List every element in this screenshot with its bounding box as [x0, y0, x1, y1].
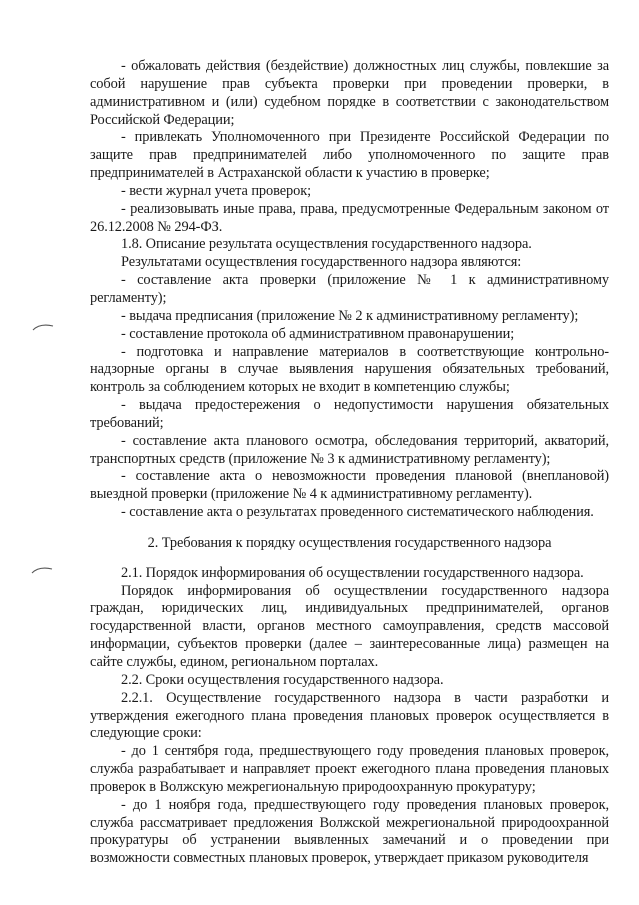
paragraph: - составление акта о результатах проведенного систематического наблюдения. — [121, 504, 594, 521]
paragraph: - вести журнал учета проверок; — [121, 182, 311, 199]
paragraph: 1.8. Описание результата осуществления государственного надзора. — [121, 236, 532, 253]
paragraph: - подготовка и направление материалов в соответствующие контрольно-надзорные органы в случае выявления нарушения обязательных требований, контроль за соблюдением которых не входит в компетенцию службы; — [90, 343, 609, 396]
paragraph: 2.2. Сроки осуществления государственного надзора. — [121, 671, 444, 688]
paragraph: - реализовывать иные права, права, предусмотренные Федеральным законом от 26.12.2008 № 294-ФЗ. — [90, 200, 609, 235]
paragraph: - выдача предостережения о недопустимости нарушения обязательных требований; — [90, 397, 609, 431]
paragraph: Порядок информирования об осуществлении государственного надзора граждан, юридических лиц, индивидуальных предпринимателей, органов государственной власти, органов местного самоуправления, средств массовой информации, субъектов проверки (далее – заинтересованные лица) размещен на сайте службы, едином, региональном порталах. — [90, 582, 609, 670]
paragraph: - составление акта о невозможности проведения плановой (внеплановой) выездной проверки (приложение № 4 к административному регламенту). — [90, 468, 609, 503]
paragraph: - привлекать Уполномоченного при Президенте Российской Федерации по защите прав предпринимателей либо уполномоченного по защите прав предпринимателей в Астраханской области к участию в проверке; — [90, 129, 609, 182]
paragraph: - составление акта планового осмотра, обследования территорий, акваторий, транспортных средств (приложение № 3 к административному регламенту); — [90, 432, 609, 467]
paragraph: 2.2.1. Осуществление государственного надзора в части разработки и утверждения ежегодного плана проведения плановых проверок осуществляется в следующие сроки: — [90, 689, 609, 742]
paragraph: - составление акта проверки (приложение № 1 к административному регламенту); — [90, 272, 609, 306]
paragraph: - составление протокола об административном правонарушении; — [121, 325, 515, 342]
paragraph: Результатами осуществления государственного надзора являются: — [121, 254, 522, 271]
document-page — [90, 58, 609, 868]
paragraph: 2.1. Порядок информирования об осуществлении государственного надзора. — [121, 564, 584, 581]
section-heading: 2. Требования к порядку осуществления государственного надзора — [147, 534, 552, 551]
scan-mark — [32, 323, 54, 331]
paragraph: - до 1 ноября года, предшествующего году проведения плановых проверок, служба рассматривает предложения Волжской межрегиональной природоохранной прокуратуры об устранении выявленных замечаний и о проведении при возможности совместных плановых проверок, утверждает приказом руководителя — [90, 796, 609, 867]
paragraph: - до 1 сентября года, предшествующего году проведения плановых проверок, служба разрабатывает и направляет проект ежегодного плана проведения плановых проверок в Волжскую межрегиональную природоохранную прокуратуру; — [90, 743, 609, 795]
paragraph: - обжаловать действия (бездействие) должностных лиц службы, повлекшие за собой нарушение прав субъекта проверки при проведении проверки, в административном и (или) судебном порядке в соответствии с законодательством Российской Федерации; — [90, 58, 609, 128]
scan-mark — [31, 566, 53, 574]
paragraph: - выдача предписания (приложение № 2 к административному регламенту); — [121, 307, 579, 324]
